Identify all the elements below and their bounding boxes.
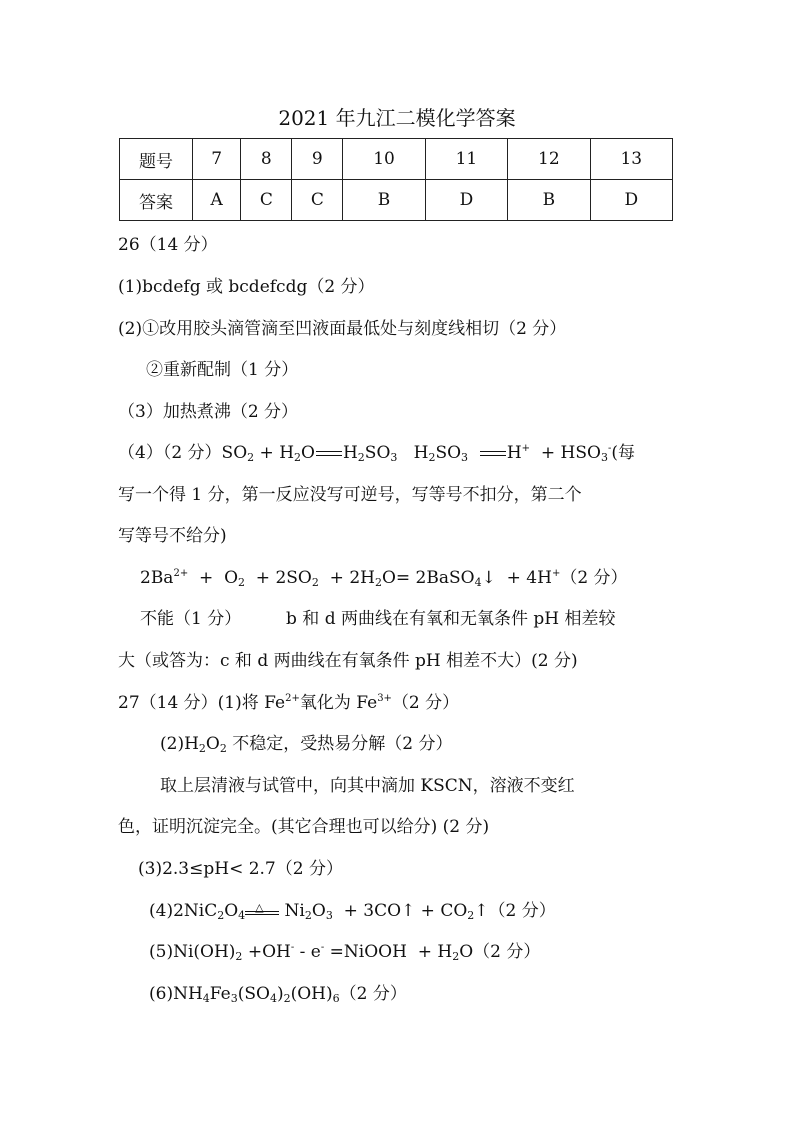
heat-arrow-icon: △ xyxy=(245,904,279,918)
q26-part4-equation-line: （4）（2 分）$SO_2 + H_2O$ $H_2SO_3$ $H_2SO_3$ $H^+ + HSO_3^-$(每 xyxy=(118,443,635,464)
table-cell-number: 9 xyxy=(292,139,343,180)
table-header-label: 题号 xyxy=(120,139,193,180)
table-cell-answer: A xyxy=(193,180,241,221)
table-row-answers xyxy=(120,180,673,221)
table-cell-number: 13 xyxy=(590,139,672,180)
q26-part4-note-2: 写等号不给分) xyxy=(118,526,227,546)
table-cell-number: 7 xyxy=(193,139,241,180)
q26-part4-reason-2: 大（或答为：c 和 d 两曲线在有氧条件 pH 相差不大）(2 分) xyxy=(118,651,578,671)
table-cell-answer: D xyxy=(425,180,507,221)
q27-part2-line: $(2)H_2O_2$ 不稳定，受热易分解（2 分） xyxy=(160,734,453,755)
q27-heading-line: 27（14 分）(1)将 $Fe^{2+}$氧化为 $Fe^{3+}(2$ 分） xyxy=(118,693,460,713)
q26-part2-b: ②重新配制（1 分） xyxy=(146,360,299,380)
table-cell-number: 12 xyxy=(508,139,590,180)
q27-part6-score: （2 分） xyxy=(339,984,407,1004)
q27-part2-tail: 不稳定，受热易分解（2 分） xyxy=(232,734,453,754)
table-cell-number: 11 xyxy=(425,139,507,180)
table-cell-answer: B xyxy=(343,180,425,221)
q27-part5-equation: $(5)Ni(OH)_2 +OH^- - e^-$ =NiOOH + $H_2O(2$ 分） xyxy=(149,942,541,963)
q27-part4-score: （2 分） xyxy=(488,901,556,921)
table-answer-label: 答案 xyxy=(120,180,193,221)
table-cell-number: 8 xyxy=(241,139,292,180)
q26-part4-reason-1: b 和 d 两曲线在有氧和无氧条件 pH 相差较 xyxy=(286,609,616,629)
table-row-numbers xyxy=(120,139,673,180)
q26-part4-prefix: （4）（2 分） xyxy=(118,443,222,463)
table-cell-answer: C xyxy=(241,180,292,221)
q26-heading: 26（14 分） xyxy=(118,235,218,255)
answer-table xyxy=(119,138,673,221)
q26-part4-eq2-score: （2 分） xyxy=(560,568,628,588)
q27-heading-prefix: 27（14 分）(1)将 xyxy=(118,693,265,713)
reversible-arrow-icon xyxy=(480,449,506,459)
q27-part4-equation: $(4)2NiC_2O_4$ △ $Ni_2O_3$ + 3CO↑ + $CO_2↑(2$ 分） xyxy=(149,901,556,922)
q26-part3: （3）加热煮沸（2 分） xyxy=(118,402,299,422)
q26-part4-no: 不能（1 分） xyxy=(140,609,242,629)
q27-part6-formula: $(6)NH_4Fe_3(SO_4)_2(OH)_6(2$ 分） xyxy=(149,984,407,1005)
q27-part5-score: （2 分） xyxy=(473,942,541,962)
table-cell-answer: B xyxy=(508,180,590,221)
table-cell-number: 10 xyxy=(343,139,425,180)
q27-part2-b: 取上层清液与试管中，向其中滴加 KSCN，溶液不变红 xyxy=(160,776,575,796)
page-title: 2021 年九江二模化学答案 xyxy=(278,106,516,130)
table-cell-answer: D xyxy=(590,180,672,221)
q27-part3: (3)2.3≤pH< 2.7（2 分） xyxy=(138,859,343,879)
reversible-arrow-icon xyxy=(316,449,342,459)
table-cell-answer: C xyxy=(292,180,343,221)
q26-part4-equation-2: $2Ba^{2+} + O_2 + 2SO_2 + 2H_2O=$ 2BaSO$_4$↓ + 4H+（2 分） xyxy=(140,568,628,589)
q26-part1: (1)bcdefg 或 bcdefcdg（2 分） xyxy=(118,277,375,297)
q26-part4-tail: (每 xyxy=(611,443,635,463)
q27-heading-mid: 氧化为 xyxy=(299,693,357,713)
q27-heading-score: （2 分） xyxy=(391,693,460,713)
q27-part2-c: 色，证明沉淀完全。(其它合理也可以给分) (2 分) xyxy=(118,817,490,837)
q26-part2-a: (2)①改用胶头滴管滴至凹液面最低处与刻度线相切（2 分） xyxy=(118,319,567,339)
q26-part4-note-1: 写一个得 1 分，第一反应没写可逆号，写等号不扣分，第二个 xyxy=(118,485,582,505)
